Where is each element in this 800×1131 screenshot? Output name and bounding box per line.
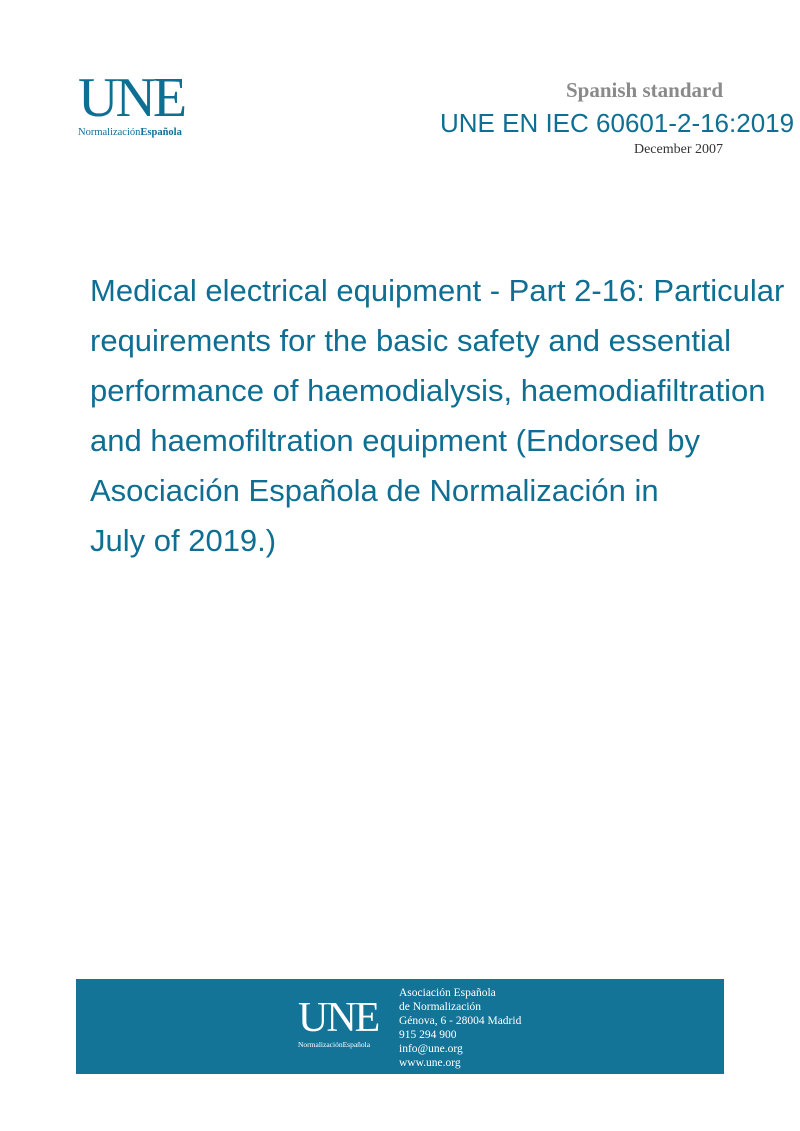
footer-logo-subtitle: [298, 1040, 378, 1049]
footer-logo-sub-a: Normalización: [298, 1040, 343, 1049]
standard-date: December 2007: [633, 142, 723, 157]
footer-address: Génova, 6 - 28004 Madrid: [399, 1015, 522, 1027]
logo-subtitle: [78, 127, 198, 138]
title-line: performance of haemodialysis, haemodiafiltration: [90, 373, 766, 408]
title-line: July of 2019.): [90, 523, 277, 558]
document-title: [90, 266, 800, 566]
title-line: and haemofiltration equipment (Endorsed by: [90, 423, 701, 458]
title-line: Medical electrical equipment - Part 2-16: Particular: [90, 273, 785, 308]
footer-logo: [298, 995, 379, 1049]
standard-label: Spanish standard: [566, 78, 723, 102]
logo-sub-a: Normalización: [78, 127, 141, 138]
standard-code: UNE EN IEC 60601-2-16:2019: [440, 108, 795, 138]
footer-phone: 915 294 900: [399, 1029, 457, 1041]
footer-email: info@une.org: [399, 1043, 463, 1055]
title-line: requirements for the basic safety and essential: [90, 323, 732, 358]
une-logo: [78, 67, 198, 138]
footer-website: www.une.org: [399, 1057, 461, 1069]
footer-banner: [76, 979, 724, 1074]
title-line: Asociación Española de Normalización in: [90, 473, 659, 508]
footer-logo-sub-b: Española: [342, 1040, 371, 1049]
footer-org-line: de Normalización: [399, 1001, 482, 1013]
footer-logo-mark: UNE: [298, 995, 379, 1041]
footer-org-line: Asociación Española: [399, 987, 496, 999]
logo-sub-b: Española: [140, 127, 182, 138]
footer-contact: [399, 986, 521, 1070]
logo-mark: UNE: [78, 67, 185, 129]
